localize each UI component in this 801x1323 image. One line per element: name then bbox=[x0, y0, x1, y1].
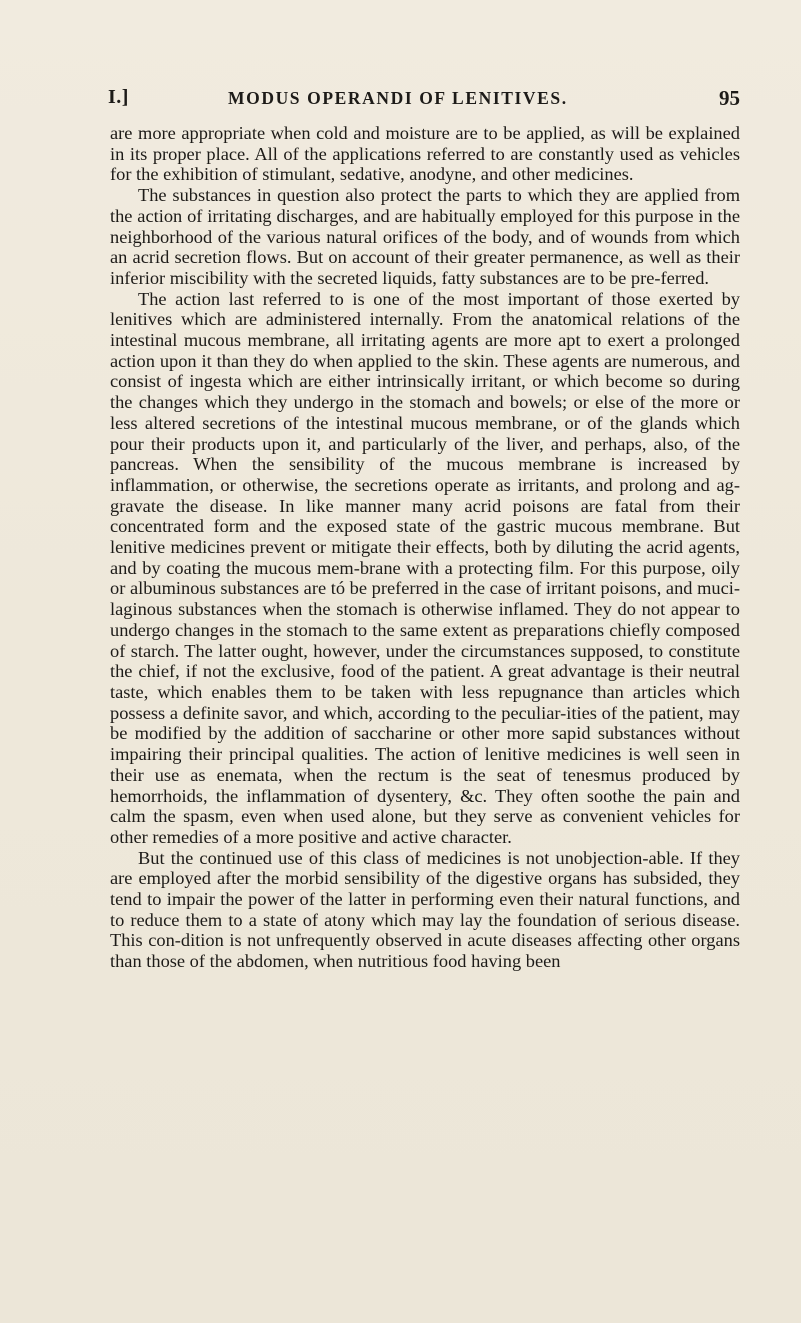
page-number: 95 bbox=[719, 86, 740, 110]
paragraph: The action last referred to is one of the most important of those exerted by lenitives which are administered internally. From the anatomical relations of the intestinal mucous membrane, all irritating agents are more apt to exert a prolonged action upon it than they do when applied to the skin. These agents are numerous, and consist of ingesta which are either intrinsically irritant, or which become so during the changes which they undergo in the stomach and bowels; or else of the more or less altered secretions of the intestinal mucous membrane, or of the glands which pour their products upon it, and particularly of the liver, and perhaps, also, of the pancreas. When the sensibility of the mucous membrane is increased by inflammation, or otherwise, the secretions operate as irritants, and prolong and ag-gravate the disease. In like manner many acrid poisons are fatal from their concentrated form and the exposed state of the gastric mucous membrane. But lenitive medicines prevent or mitigate their effects, both by diluting the acrid agents, and by coating the mucous mem-brane with a protecting film. For this purpose, oily or albuminous substances are tó be preferred in the case of irritant poisons, and muci-laginous substances when the stomach is otherwise inflamed. They do not appear to undergo changes in the stomach to the same extent as preparations chiefly composed of starch. The latter ought, however, under the circumstances supposed, to constitute the chief, if not the exclusive, food of the patient. A great advantage is their neutral taste, which enables them to be taken with less repugnance than articles which possess a definite savor, and which, according to the peculiar-ities of the patient, may be modified by the addition of saccharine or other more sapid substances without impairing their principal qualities. The action of lenitive medicines is well seen in their use as enemata, when the rectum is the seat of tenesmus produced by hemorrhoids, the inflammation of dysentery, &c. They often soothe the pain and calm the spasm, even when used alone, but they serve as convenient vehicles for other remedies of a more positive and active character. bbox=[110, 288, 740, 847]
chapter-marker: I.] bbox=[108, 86, 129, 108]
running-title: MODUS OPERANDI OF LENITIVES. bbox=[228, 88, 568, 108]
paragraph-continued: are more appropriate when cold and moisture are to be applied, as will be explained in its proper place. All of the applications referred to are constantly used as vehicles for the exhibition of stimulant, sedative, anodyne, and other medicines. bbox=[110, 123, 740, 185]
body-text bbox=[110, 123, 740, 972]
running-header bbox=[108, 86, 740, 112]
paragraph: But the continued use of this class of medicines is not unobjection-able. If they are employed after the morbid sensibility of the digestive organs has subsided, they tend to impair the power of the latter in performing even their natural functions, and to reduce them to a state of atony which may lay the foundation of serious disease. This con-dition is not unfrequently observed in acute diseases affecting other organs than those of the abdomen, when nutritious food having been bbox=[110, 847, 740, 972]
paragraph: The substances in question also protect the parts to which they are applied from the action of irritating discharges, and are habitually employed for this purpose in the neighborhood of the various natural orifices of the body, and of wounds from which an acrid secretion flows. But on account of their greater permanence, as well as their inferior miscibility with the secreted liquids, fatty substances are to be pre-ferred. bbox=[110, 185, 740, 288]
